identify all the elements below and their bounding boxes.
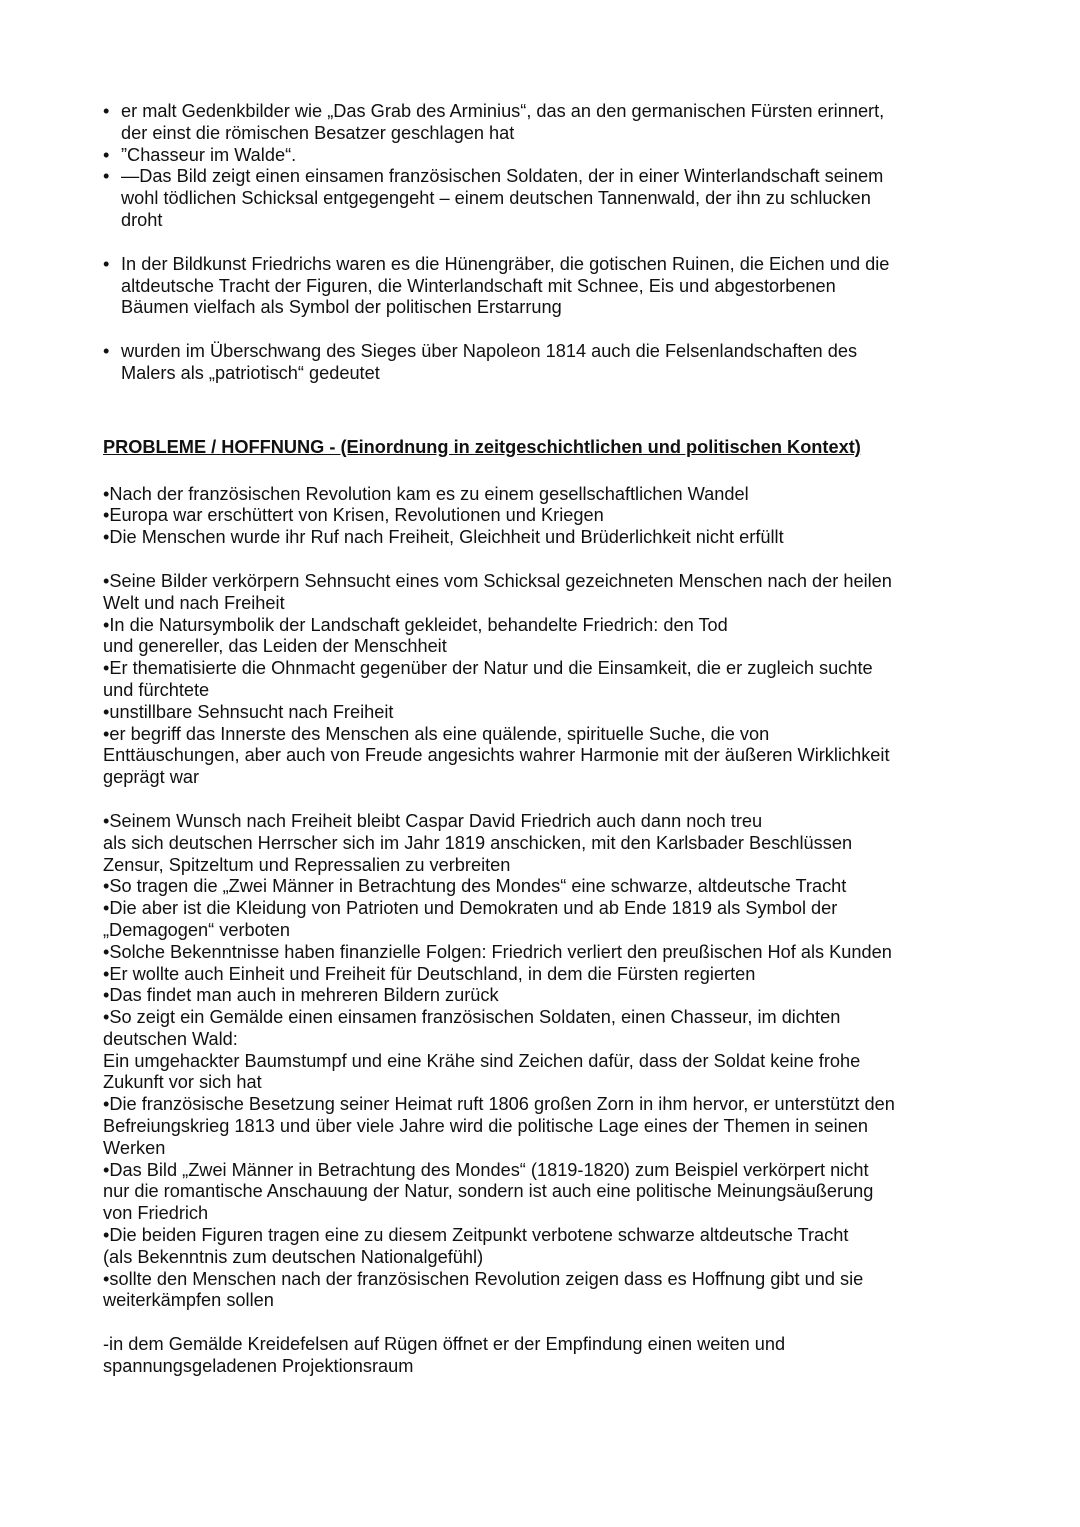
text-line: von Friedrich [103,1203,209,1224]
text-line: •Er thematisierte die Ohnmacht gegenüber der Natur und die Einsamkeit, die er zugleich suchte [103,658,873,679]
text-line: •Seine Bilder verkörpern Sehnsucht eines vom Schicksal gezeichneten Menschen nach der heilen [103,570,892,591]
bullet-item [103,341,983,385]
bullet-item [103,101,983,145]
text-line: „Demagogen“ verboten [103,919,291,940]
text-line: • ”Chasseur im Walde“. [121,144,297,165]
text-line: •Solche Bekenntnisse haben finanzielle Folgen: Friedrich verliert den preußischen Hof als Kunden [103,941,892,962]
text-line: •In die Natursymbolik der Landschaft gekleidet, behandelte Friedrich: den Tod [103,614,728,635]
text-line: Zukunft vor sich hat [103,1072,262,1093]
bullet-item [103,166,983,231]
text-line: und fürchtete [103,679,210,700]
text-line: •Die aber ist die Kleidung von Patrioten und Demokraten und ab Ende 1819 als Symbol der [103,898,838,919]
text-line: •Seinem Wunsch nach Freiheit bleibt Caspar David Friedrich auch dann noch treu [103,810,763,831]
text-line: Enttäuschungen, aber auch von Freude angesichts wahrer Harmonie mit der äußeren Wirklichkeit [103,745,890,766]
text-line: •Das Bild „Zwei Männer in Betrachtung des Mondes“ (1819-1820) zum Beispiel verkörpert nicht [103,1159,869,1180]
text-line: Werken [103,1137,166,1158]
paragraph-block-4 [103,1334,983,1378]
text-line: geprägt war [103,767,200,788]
text-line: und genereller, das Leiden der Menschheit [103,636,447,657]
text-line: als sich deutschen Herrscher sich im Jahr 1819 anschicken, mit den Karlsbader Beschlüssen [103,832,853,853]
text-line: •Die französische Besetzung seiner Heimat ruft 1806 großen Zorn in ihm hervor, er unterstützt den [103,1094,895,1115]
text-line: • er malt Gedenkbilder wie „Das Grab des Arminius“, das an den germanischen Fürsten erinnert, [121,101,885,121]
bullet-item [103,145,983,167]
paragraph-block-2 [103,571,983,789]
document-page [103,101,983,1378]
text-line: wohl tödlichen Schicksal entgegengeht – einem deutschen Tannenwald, der ihn zu schlucken [121,188,871,209]
text-line: spannungsgeladenen Projektionsraum [103,1356,414,1377]
text-line: •So tragen die „Zwei Männer in Betrachtung des Mondes“ eine schwarze, altdeutsche Tracht [103,876,847,897]
top-bullet-list [103,101,983,232]
text-line: nur die romantische Anschauung der Natur, sondern ist auch eine politische Meinungsäußerung [103,1181,874,1202]
text-line: •Die beiden Figuren tragen eine zu diesem Zeitpunkt verbotene schwarze altdeutsche Tracht [103,1225,849,1246]
bullet-item [103,254,983,319]
section-heading: PROBLEME / HOFFNUNG - (Einordnung in zeitgeschichtlichen und politischen Kontext) [103,436,861,457]
text-line: droht [121,209,163,230]
text-line: • wurden im Überschwang des Sieges über Napoleon 1814 auch die Felsenlandschaften des [121,341,858,362]
text-line: Ein umgehackter Baumstumpf und eine Krähe sind Zeichen dafür, dass der Soldat keine frohe [103,1050,861,1071]
text-line: •Er wollte auch Einheit und Freiheit für Deutschland, in dem die Fürsten regierten [103,963,756,984]
text-line: weiterkämpfen sollen [103,1290,274,1311]
text-line: •Das findet man auch in mehreren Bildern zurück [103,985,499,1006]
text-line: •So zeigt ein Gemälde einen einsamen französischen Soldaten, einen Chasseur, im dichten [103,1007,841,1028]
text-line: (als Bekenntnis zum deutschen Nationalgefühl) [103,1246,484,1267]
text-line: • —Das Bild zeigt einen einsamen französischen Soldaten, der in einer Winterlandschaft seinem [121,166,884,187]
text-line: Welt und nach Freiheit [103,592,285,613]
last-bullet-list [103,341,983,385]
mid-bullet-list [103,254,983,319]
text-line: •er begriff das Innerste des Menschen als eine quälende, spirituelle Suche, die von [103,723,770,744]
text-line: •sollte den Menschen nach der französischen Revolution zeigen dass es Hoffnung gibt und sie [103,1268,864,1289]
text-line: der einst die römischen Besatzer geschlagen hat [121,122,515,143]
text-line: •Nach der französischen Revolution kam es zu einem gesellschaftlichen Wandel [103,483,749,504]
text-line: •unstillbare Sehnsucht nach Freiheit [103,701,394,722]
paragraph-block-3 [103,811,983,1312]
text-line: deutschen Wald: [103,1028,238,1049]
text-line: Befreiungskrieg 1813 und über viele Jahre wird die politische Lage eines der Themen in seinen [103,1116,869,1137]
text-line: altdeutsche Tracht der Figuren, die Winterlandschaft mit Schnee, Eis und abgestorbenen [121,275,836,296]
text-line: •Die Menschen wurde ihr Ruf nach Freiheit, Gleichheit und Brüderlichkeit nicht erfüllt [103,527,784,548]
text-line: Zensur, Spitzeltum und Repressalien zu verbreiten [103,854,511,875]
text-line: Malers als „patriotisch“ gedeutet [121,362,380,383]
text-line: •Europa war erschüttert von Krisen, Revolutionen und Kriegen [103,505,604,526]
text-line: • In der Bildkunst Friedrichs waren es die Hünengräber, die gotischen Ruinen, die Eichen und die [121,253,890,274]
paragraph-block-1 [103,484,983,549]
text-line: Bäumen vielfach als Symbol der politischen Erstarrung [121,297,562,318]
text-line: -in dem Gemälde Kreidefelsen auf Rügen öffnet er der Empfindung einen weiten und [103,1334,786,1355]
